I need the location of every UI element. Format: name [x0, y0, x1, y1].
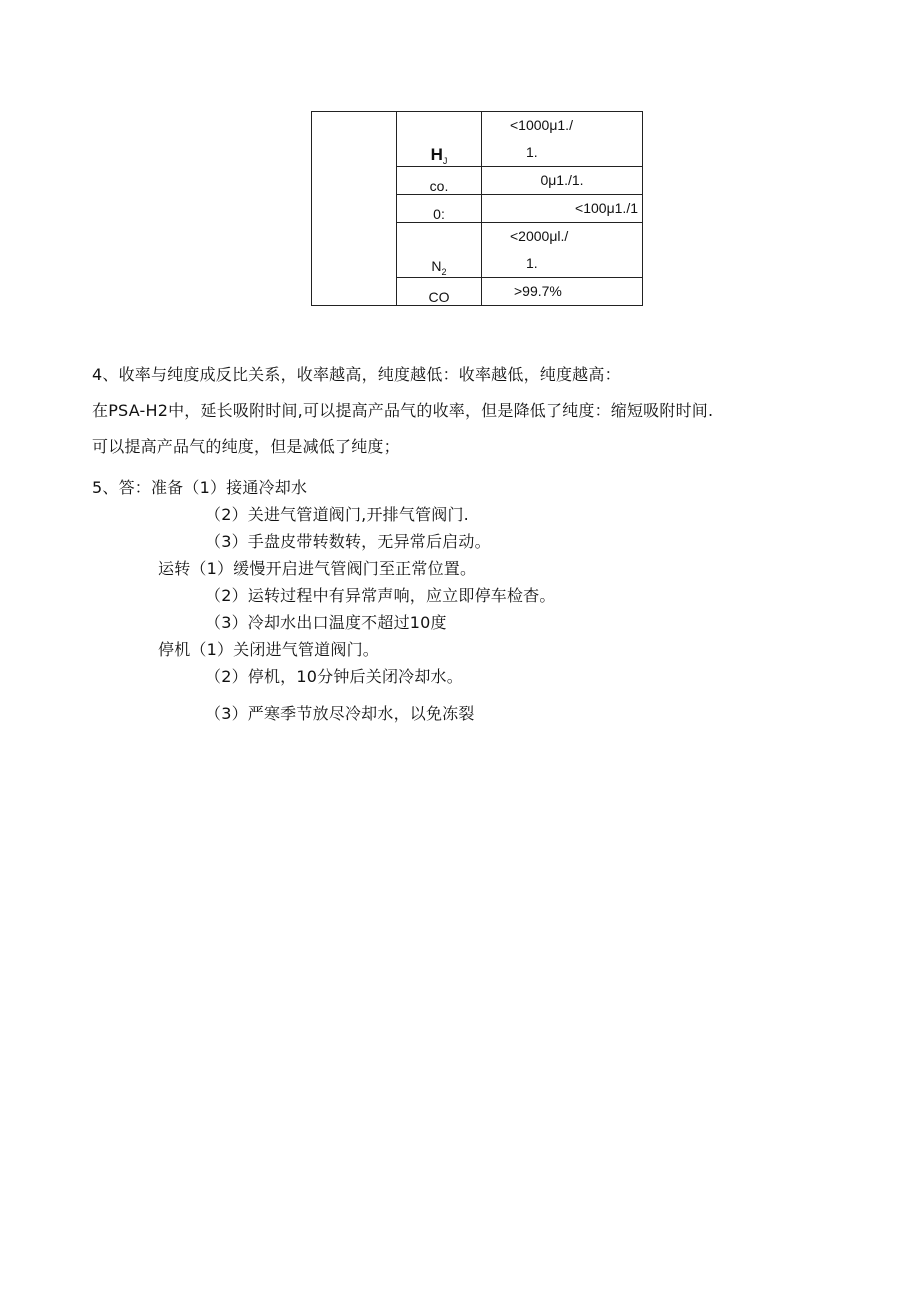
component-cell: 0:	[397, 195, 482, 223]
answer-5-stop-1: 停机（1）关闭进气管道阀门。	[158, 640, 379, 659]
answer-5-stop-3: （3）严寒季节放尽冷却水，以免冻裂	[205, 704, 475, 723]
answer-4-line-1: 4、收率与纯度成反比关系，收率越高，纯度越低：收率越低，纯度越高：	[92, 365, 621, 384]
answer-4-line-2: 在PSA-H2中，延长吸附时间,可以提高产品气的收率，但是降低了纯度：缩短吸附时间.	[92, 401, 714, 420]
answer-5-prep-3: （3）手盘皮带转数转，无异常后启动。	[205, 532, 491, 551]
component-cell: CO	[397, 278, 482, 306]
value-cell: >99.7%	[482, 278, 643, 306]
value-cell: <1000μ1./ 1.	[482, 112, 643, 167]
empty-merged-cell	[312, 112, 397, 306]
gas-spec-table	[311, 111, 643, 306]
answer-5-run-3: （3）冷却水出口温度不超过10度	[205, 613, 447, 632]
answer-5-run-1: 运转（1）缓慢开启进气管阀门至正常位置。	[158, 559, 477, 578]
value-cell: 0μ1./1.	[482, 167, 643, 195]
component-cell: $N_2$	[397, 223, 482, 278]
answer-5-prep-2: （2）关进气管道阀门,开排气管阀门.	[205, 505, 469, 524]
component-cell: $H_J$	[397, 112, 482, 167]
answer-5-run-2: （2）运转过程中有异常声响，应立即停车检杳。	[205, 586, 556, 605]
component-cell: co.	[397, 167, 482, 195]
answer-4-line-3: 可以提高产品气的纯度，但是减低了纯度；	[92, 437, 400, 456]
table-row	[312, 112, 643, 167]
answer-5-stop-2: （2）停机，10分钟后关闭冷却水。	[205, 667, 463, 686]
value-cell: <100μ1./1	[482, 195, 643, 223]
answer-5-prep-1: 5、答：准备（1）接通冷却水	[92, 478, 308, 497]
value-cell: <2000μl./ 1.	[482, 223, 643, 278]
